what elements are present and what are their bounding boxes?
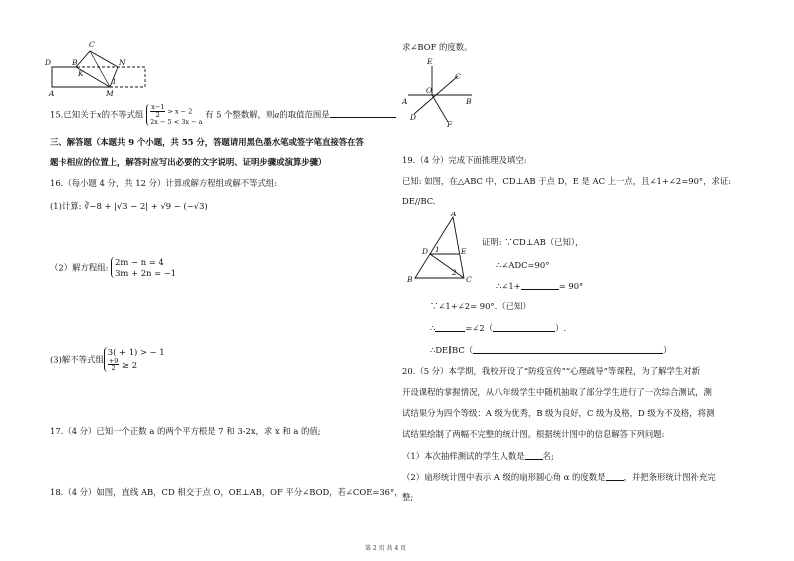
q16-2-equation-system [111,257,176,278]
question-16-part1: (1)计算: ∛−8 + |√3 − 2| + √9 − (−√3) [50,201,208,211]
q19-proof-line1: 证明: ∵CD⊥AB（已知）， [482,237,584,247]
triangle-figure [402,212,478,286]
fig18-label-f: F [447,120,453,128]
fig15-label-1: 1 [112,77,117,86]
q20-q2-pre: （2）扇形统计图中表示 A 级的扇形圆心角 α 的度数是 [402,472,606,482]
fig15-label-d: D [45,58,52,67]
fig18-label-d: D [410,113,417,122]
question-19-given-line2: DE//BC. [402,196,436,206]
q20-blank-2 [606,471,624,481]
q19-proof5-mid: =∠2（ [465,323,494,333]
q15-inequality-system [146,104,202,126]
question-20-line2: 开设课程的掌握情况，从八年级学生中随机抽取了部分学生进行了一次综合测试，测 [402,387,712,397]
q16-2-eq2: 3m + 2n = −1 [115,267,177,278]
fig19-label-b: B [407,275,413,284]
q15-var-a: a [274,109,280,120]
q15-prefix: 15.已知关于 [50,109,97,120]
question-20-line1: 20.（5 分）本学期，我校开设了“防疫宣传”“心理疏导”等课程，为了解学生对新 [402,366,701,376]
fig18-label-b: B [466,97,472,106]
q16-3-label: (3)解不等式组 [50,354,104,365]
question-20-part1 [402,450,554,462]
q20-q1-post: 名; [542,451,554,461]
fig19-label-1: 1 [435,245,440,254]
fig18-label-a: A [402,97,408,106]
q16-2-label: （2）解方程组: [50,262,109,273]
fig18-label-o: O [426,86,433,95]
q15-mid: 的不等式组 [101,109,144,120]
q15-ineq1-numerator: x−1 [151,103,165,111]
question-20-part2-line2: 整; [402,492,414,502]
fig15-label-b: B [72,58,78,67]
q16-3-ineq2-rest: ≥ 2 [122,359,138,370]
q20-q1-pre: （1）本次抽样测试的学生人数是 [402,451,525,461]
q19-proof5-pre: ∴ [430,323,436,333]
q19-proof6-post: ） [663,345,672,355]
fig15-label-a: A [49,89,55,98]
q19-proof3-pre: ∴∠1+ [496,281,521,291]
q15-ineq1-rest: > x − 2 [167,107,193,116]
question-20-part2 [402,471,716,483]
fig19-label-e: E [461,247,467,256]
page-footer: 第 2 页 共 4 页 [365,545,407,552]
intersecting-lines-figure [400,56,480,128]
q15-ineq1-denominator: 2 [155,110,160,119]
q19-blank-2 [435,322,465,332]
fig19-label-d: D [422,247,429,256]
q19-proof6-pre: ∴DE∥BC（ [430,345,474,355]
fig19-label-a: A [451,212,457,218]
question-18-continued: 求∠BOF 的度数。 [402,42,473,52]
q20-q2-post: ，并把条形统计图补充完 [623,472,716,482]
fig15-label-c: C [89,40,95,49]
question-17: 17.（4 分）已知一个正数 a 的两个平方根是 7 和 3-2x，求 x 和 a 的值; [50,426,321,436]
fig18-label-e: E [427,57,433,66]
folded-rectangle-figure [44,38,154,98]
fig15-label-k: K [78,69,84,78]
question-16-part3 [50,347,165,372]
fig15-label-m: M [106,89,114,98]
question-16-title: 16.（每小题 4 分，共 12 分）计算或解方程组或解不等式组: [50,178,278,188]
q19-blank-1 [521,280,559,290]
q16-3-ineq2-denominator: 2 [111,364,116,373]
q19-proof-line5 [430,322,566,334]
question-16-part2 [50,257,176,278]
fig19-label-2: 2 [452,268,457,277]
fig19-label-c: C [466,275,472,284]
q19-proof-line6 [430,344,672,356]
q19-proof-line3 [496,280,583,292]
question-20-line4: 试结果绘制了两幅不完整的统计图。根据统计图中的信息解答下列问题: [402,429,665,439]
question-20-line3: 试结果分为四个等级：A 级为优秀，B 级为良好，C 级为及格，D 级为不及格，将测 [402,408,715,418]
q20-blank-1 [525,450,543,460]
q19-proof3-post: = 90° [558,281,584,291]
q19-blank-4 [473,344,663,354]
question-19-title: 19.（4 分）完成下面推理及填空: [402,155,527,165]
q19-blank-3 [493,322,555,332]
q19-proof5-post: ）. [555,323,567,333]
q16-3-ineq1: 3( + 1) > − 1 [107,347,165,357]
question-19-given-line1: 已知: 如图，在△ABC 中，CD⊥AB 于点 D，E 是 AC 上一点，且∠1+∠2=90°，求证: [402,176,732,186]
q16-3-ineq2-numerator: +9 [108,356,119,365]
fig18-label-c: C [455,72,461,81]
fig15-label-n: N [119,58,126,67]
q16-2-eq1: 2m − n = 4 [115,257,164,267]
question-18: 18.（4 分）如图，直线 AB，CD 相交于点 O，OE⊥AB，OF 平分∠BOD，若∠COE=36°， [50,487,403,497]
q19-proof-line4: ∵∠1+∠2= 90°.（已知） [430,301,531,311]
section-3-heading-line2: 题卡相应的位置上，解答时应写出必要的文字说明、证明步骤或演算步骤） [50,157,327,167]
q15-suffix2: 的取值范围是 [279,109,330,120]
question-15 [50,104,396,126]
q15-answer-blank [330,108,396,118]
q19-proof-line2: ∴∠ADC=90° [496,260,550,270]
q15-var-x: x [96,109,102,120]
q15-suffix: 有 5 个整数解，则 [205,109,275,120]
q16-3-inequality-system [104,347,165,372]
q15-ineq2: 2x − 5 < 3x − a [150,117,203,126]
section-3-heading-line1: 三、解答题（本题共 9 个小题，共 55 分，答题请用黑色墨水笔或签字笔直接答在答 [50,137,364,147]
